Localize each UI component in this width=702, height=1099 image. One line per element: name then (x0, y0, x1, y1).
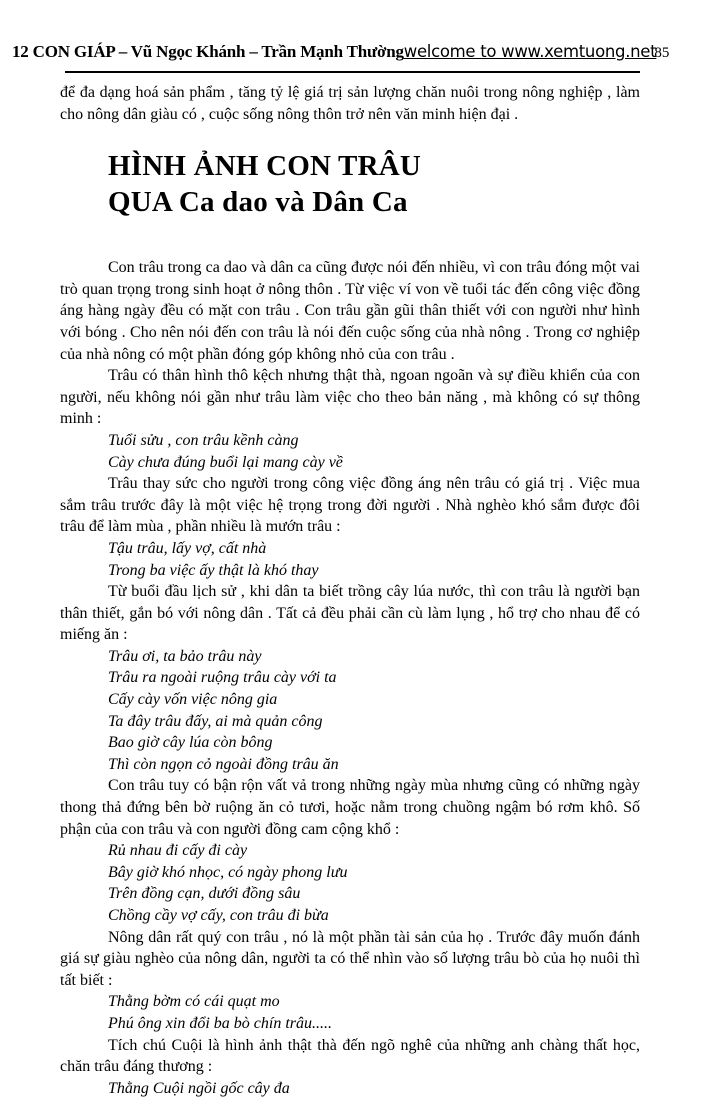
verse-line: Ta đây trâu đấy, ai mà quản công (108, 712, 323, 730)
verse-line: Trong ba việc ấy thật là khó thay (108, 561, 319, 579)
paragraph: Con trâu tuy có bận rộn vất vả trong những ngày mùa nhưng cũng có những ngày thong thả đứng bên bờ ruộng ăn cỏ tươi, hoặc nằm trong chuồng ngậm bó rơm khô. Số phận của con trâu và con người đồng cam cộng khổ : (60, 777, 640, 838)
chapter-title-line: HÌNH ẢNH CON TRÂU (108, 150, 422, 183)
verse-line: Thằng Cuội ngồi gốc cây đa (108, 1079, 290, 1097)
verse-line: Rủ nhau đi cấy đi cày (108, 842, 248, 860)
verse-line: Bao giờ cây lúa còn bông (108, 734, 273, 752)
chapter-title (108, 148, 640, 220)
page-content (60, 82, 640, 1099)
verse-line: Cày chưa đúng buổi lại mang cày về (108, 453, 343, 471)
paragraph: để đa dạng hoá sản phẩm , tăng tỷ lệ giá trị sản lượng chăn nuôi trong nông nghiệp , làm cho nông dân giàu có , cuộc sống nông thôn trở nên văn minh hiện đại . (60, 84, 640, 123)
verse-line: Trâu ra ngoài ruộng trâu cày với ta (108, 669, 337, 687)
paragraph: Con trâu trong ca dao và dân ca cũng được nói đến nhiều, vì con trâu đóng một vai trò quan trọng trong sinh hoạt ở nông thôn . Từ việc ví von về tuổi tác đến công việc đồng áng hàng ngày đều có mặt con trâu . Con trâu gần gũi thân thiết với con người như hình với bóng . Cho nên nói đến con trâu là nói đến cuộc sống của nhà nông . Trong cơ nghiệp của nhà nông có một phần đóng góp không nhỏ của con trâu . (60, 259, 640, 363)
paragraph: Trâu thay sức cho người trong công việc đồng áng nên trâu có giá trị . Việc mua sắm trâu trước đây là một việc hệ trọng trong đời người . Nhà nghèo khó sắm được đôi trâu để làm mùa , phần nhiều là mướn trâu : (60, 475, 640, 536)
site-link[interactable]: welcome to www.xemtuong.net (403, 42, 657, 61)
verse-line: Chồng cầy vợ cấy, con trâu đi bừa (108, 907, 329, 924)
book-title: 12 CON GIÁP – Vũ Ngọc Khánh – Trần Mạnh Thường (12, 42, 404, 61)
verse-line: Trâu ơi, ta bảo trâu này (108, 647, 262, 665)
verse-line: Phú ông xin đổi ba bò chín trâu..... (108, 1014, 332, 1032)
verse-line: Trên đồng cạn, dưới đồng sâu (108, 885, 301, 903)
verse-line: Cấy cày vốn việc nông gia (108, 691, 278, 709)
chapter-title-line: QUA Ca dao và Dân Ca (108, 186, 408, 219)
page-header (12, 42, 670, 62)
verse-line: Thằng bờm có cái quạt mo (108, 993, 280, 1011)
verse-line: Tuổi sửu , con trâu kềnh càng (108, 431, 299, 449)
paragraph: Trâu có thân hình thô kệch nhưng thật thà, ngoan ngoãn và sự điều khiển của con người, nếu không nói gần như trâu làm việc cho theo bản năng , mà không có sự thông minh : (60, 367, 640, 428)
paragraph: Nông dân rất quý con trâu , nó là một phần tài sản của họ . Trước đây muốn đánh giá sự giàu nghèo của nông dân, người ta có thể nhìn vào số lượng trâu bò của họ nuôi thì tất biết : (60, 928, 640, 989)
verse-line: Thì còn ngọn cỏ ngoài đồng trâu ăn (108, 755, 339, 773)
verse-line: Bây giờ khó nhọc, có ngày phong lưu (108, 863, 348, 881)
paragraph: Từ buổi đầu lịch sử , khi dân ta biết trồng cây lúa nước, thì con trâu là người bạn thân thiết, gắn bó với nông dân . Tất cả đều phải cần cù làm lụng , hổ trợ cho nhau để có miếng ăn : (60, 583, 640, 644)
verse-line: Tậu trâu, lấy vợ, cất nhà (108, 539, 267, 557)
paragraph: Tích chú Cuội là hình ảnh thật thà đến ngõ nghê của những anh chàng thất học, chăn trâu đáng thương : (60, 1036, 640, 1076)
page-number: 85 (654, 45, 670, 61)
header-right (404, 42, 670, 62)
header-rule (65, 71, 640, 73)
